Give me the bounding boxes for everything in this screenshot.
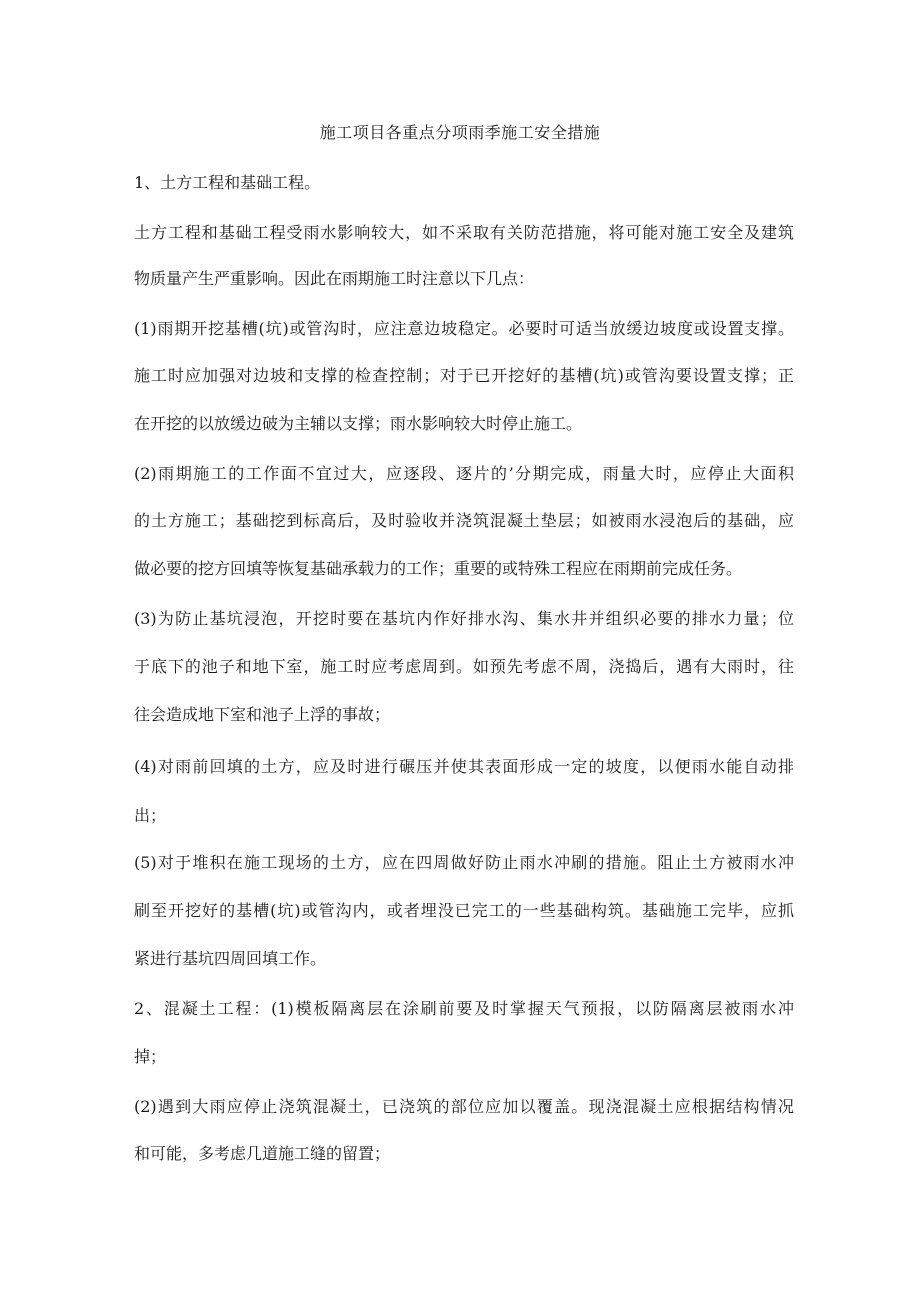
paragraph-line: 刷至开挖好的基槽(坑)或管沟内，或者埋没已完工的一些基础构筑。基础施工完毕，应抓 [134, 901, 794, 920]
paragraph-line: 于底下的池子和地下室，施工时应考虑周到。如预先考虑不周，浇捣后，遇有大雨时，往 [134, 657, 794, 676]
paragraph-line: (2)遇到大雨应停止浇筑混凝土，已浇筑的部位应加以覆盖。现浇混凝土应根据结构情况 [134, 1097, 794, 1116]
paragraph-line: (5)对于堆积在施工现场的土方，应在四周做好防止雨水冲刷的措施。阻止土方被雨水冲 [134, 853, 794, 872]
paragraph-line: 1、土方工程和基础工程。 [134, 173, 321, 192]
paragraph-line: (1)雨期开挖基槽(坑)或管沟时，应注意边坡稳定。必要时可适当放缓边坡度或设置支撑。 [134, 319, 794, 338]
item-2-paragraph [134, 463, 794, 580]
item-1-paragraph [134, 318, 794, 435]
paragraph-line: 往会造成地下室和池子上浮的事故； [134, 705, 391, 724]
intro-paragraph [134, 222, 794, 290]
section-1-heading [134, 172, 794, 194]
paragraph-line: 2、混凝土工程：(1)模板隔离层在涂刷前要及时掌握天气预报，以防隔离层被雨水冲 [134, 999, 794, 1018]
document-title: 施工项目各重点分项雨季施工安全措施 [319, 123, 601, 142]
item-3-paragraph [134, 608, 794, 726]
paragraph-line: (2)雨期施工的工作面不宜过大，应逐段、逐片的’分期完成，雨量大时，应停止大面积 [134, 464, 794, 483]
section-2-item-2-paragraph [134, 1096, 794, 1165]
paragraph-line: (4)对雨前回填的土方，应及时进行碾压并使其表面形成一定的坡度，以便雨水能自动排 [134, 757, 794, 776]
paragraph-line: (3)为防止基坑浸泡，开挖时要在基坑内作好排水沟、集水井并组织必要的排水力量；位 [134, 609, 794, 628]
paragraph-line: 和可能，多考虑几道施工缝的留置； [134, 1144, 391, 1163]
item-5-paragraph [134, 852, 794, 970]
paragraph-line: 做必要的挖方回填等恢复基础承载力的工作；重要的或特殊工程应在雨期前完成任务。 [134, 559, 743, 578]
item-4-paragraph [134, 756, 794, 827]
paragraph-line: 在开挖的以放缓边破为主辅以支撑；雨水影响较大时停止施工。 [134, 414, 583, 433]
paragraph-line: 土方工程和基础工程受雨水影响较大，如不采取有关防范措施，将可能对施工安全及建筑 [134, 223, 794, 242]
paragraph-line: 施工时应加强对边坡和支撑的检查控制；对于已开挖好的基槽(坑)或管沟要设置支撑；正 [134, 366, 794, 385]
paragraph-line: 物质量产生严重影响。因此在雨期施工时注意以下几点： [134, 269, 535, 288]
section-2-paragraph [134, 998, 794, 1068]
paragraph-line: 紧进行基坑四周回填工作。 [134, 949, 327, 968]
paragraph-line: 出； [134, 806, 167, 825]
paragraph-line: 掉； [134, 1047, 167, 1066]
paragraph-line: 的土方施工；基础挖到标高后，及时验收并浇筑混凝土垫层；如被雨水浸泡后的基础，应 [134, 511, 794, 530]
